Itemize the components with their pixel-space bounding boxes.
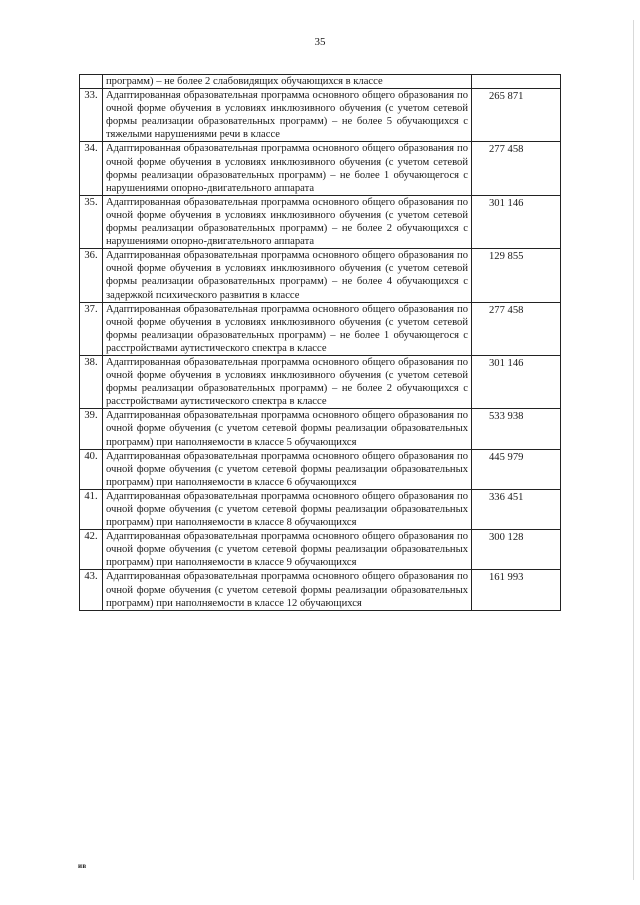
scan-edge-line bbox=[633, 20, 634, 880]
row-description: Адаптированная образовательная программа основного общего образования по очной форме обучения в условиях инклюзивного обучения (с учетом сетевой формы реализации образовательных программ) – не более 5 обучающихся с тяжелыми нарушениями речи в классе bbox=[103, 89, 472, 142]
table-row bbox=[80, 142, 561, 195]
table-row bbox=[80, 530, 561, 570]
row-description: Адаптированная образовательная программа основного общего образования по очной форме обучения (с учетом сетевой формы реализации образовательных программ) при наполняемости в классе 8 обучающихся bbox=[103, 489, 472, 529]
row-value: 265 871 bbox=[472, 89, 561, 142]
row-value: 161 993 bbox=[472, 570, 561, 610]
row-value: 533 938 bbox=[472, 409, 561, 449]
table-row bbox=[80, 570, 561, 610]
row-description: Адаптированная образовательная программа основного общего образования по очной форме обучения в условиях инклюзивного обучения (с учетом сетевой формы реализации образовательных программ) – не более 1 обучающегося с расстройствами аутистического спектра в классе bbox=[103, 302, 472, 355]
row-value bbox=[472, 75, 561, 89]
row-number: 35. bbox=[80, 195, 103, 248]
row-number: 41. bbox=[80, 489, 103, 529]
row-description: Адаптированная образовательная программа основного общего образования по очной форме обучения (с учетом сетевой формы реализации образовательных программ) при наполняемости в классе 5 обучающихся bbox=[103, 409, 472, 449]
row-number: 42. bbox=[80, 530, 103, 570]
table-row bbox=[80, 449, 561, 489]
row-value: 300 128 bbox=[472, 530, 561, 570]
table-row bbox=[80, 249, 561, 302]
table-row bbox=[80, 75, 561, 89]
row-description: Адаптированная образовательная программа основного общего образования по очной форме обучения (с учетом сетевой формы реализации образовательных программ) при наполняемости в классе 6 обучающихся bbox=[103, 449, 472, 489]
footer-mark: ив bbox=[78, 862, 87, 870]
row-description: Адаптированная образовательная программа основного общего образования по очной форме обучения в условиях инклюзивного обучения (с учетом сетевой формы реализации образовательных программ) – не более 2 обучающихся с нарушениями опорно-двигательного аппарата bbox=[103, 195, 472, 248]
row-number: 37. bbox=[80, 302, 103, 355]
row-description: Адаптированная образовательная программа основного общего образования по очной форме обучения (с учетом сетевой формы реализации образовательных программ) при наполняемости в классе 12 обучающихся bbox=[103, 570, 472, 610]
row-value: 336 451 bbox=[472, 489, 561, 529]
table-row bbox=[80, 195, 561, 248]
row-number: 33. bbox=[80, 89, 103, 142]
row-description: программ) – не более 2 слабовидящих обучающихся в классе bbox=[103, 75, 472, 89]
cost-table-body bbox=[80, 75, 561, 611]
table-row bbox=[80, 409, 561, 449]
cost-table bbox=[79, 74, 561, 611]
row-value: 129 855 bbox=[472, 249, 561, 302]
table-row bbox=[80, 355, 561, 408]
row-description: Адаптированная образовательная программа основного общего образования по очной форме обучения (с учетом сетевой формы реализации образовательных программ) при наполняемости в классе 9 обучающихся bbox=[103, 530, 472, 570]
row-value: 277 458 bbox=[472, 142, 561, 195]
row-value: 277 458 bbox=[472, 302, 561, 355]
row-number: 36. bbox=[80, 249, 103, 302]
row-number: 34. bbox=[80, 142, 103, 195]
row-description: Адаптированная образовательная программа основного общего образования по очной форме обучения в условиях инклюзивного обучения (с учетом сетевой формы реализации образовательных программ) – не более 4 обучающихся с задержкой психического развития в классе bbox=[103, 249, 472, 302]
table-row bbox=[80, 302, 561, 355]
row-number bbox=[80, 75, 103, 89]
row-description: Адаптированная образовательная программа основного общего образования по очной форме обучения в условиях инклюзивного обучения (с учетом сетевой формы реализации образовательных программ) – не более 1 обучающегося с нарушениями опорно-двигательного аппарата bbox=[103, 142, 472, 195]
row-value: 301 146 bbox=[472, 195, 561, 248]
row-number: 38. bbox=[80, 355, 103, 408]
row-value: 301 146 bbox=[472, 355, 561, 408]
table-row bbox=[80, 489, 561, 529]
row-number: 39. bbox=[80, 409, 103, 449]
row-number: 43. bbox=[80, 570, 103, 610]
row-number: 40. bbox=[80, 449, 103, 489]
row-value: 445 979 bbox=[472, 449, 561, 489]
table-row bbox=[80, 89, 561, 142]
row-description: Адаптированная образовательная программа основного общего образования по очной форме обучения в условиях инклюзивного обучения (с учетом сетевой формы реализации образовательных программ) – не более 2 обучающихся с расстройствами аутистического спектра в классе bbox=[103, 355, 472, 408]
page-number: 35 bbox=[314, 36, 326, 48]
